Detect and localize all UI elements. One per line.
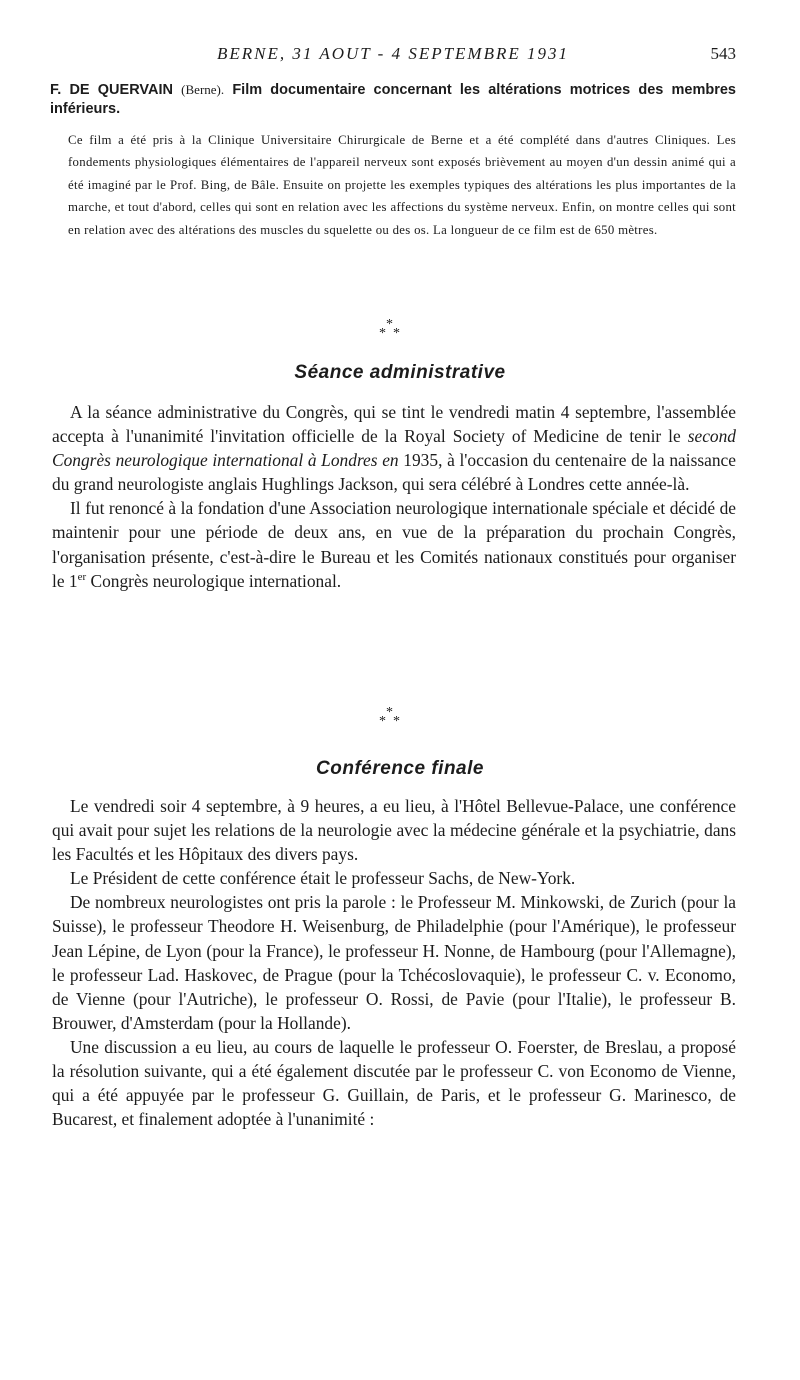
running-head-title: BERNE, 31 AOUT - 4 SEPTEMBRE 1931: [217, 44, 569, 63]
italic-phrase: second Congrès neurologique international à Londres en: [52, 426, 736, 471]
conference-paragraph: Le Président de cette conférence était le professeur Sachs, de New-York.: [70, 868, 576, 889]
running-head: [50, 44, 736, 64]
paper-author: F. DE QUERVAIN: [50, 82, 173, 98]
paper-title: Film documentaire concernant les altérations motrices des membres inférieurs.: [50, 82, 737, 117]
paper-entry: [50, 80, 736, 241]
section-divider-asterism: * * *: [379, 705, 400, 729]
seance-paragraph: Il fut renoncé à la fondation d'une Association neurologique internationale spéciale et décidé de maintenir pour une période de deux ans, en vue de la préparation du prochain Congrès, l'organisation présente, c'est-à-dire le Bureau et les Comités nationaux constitués pour organiser le 1er Congrès neurologique international.: [52, 498, 736, 591]
section-divider-asterism: * * *: [379, 317, 400, 341]
conference-paragraph: Une discussion a eu lieu, au cours de laquelle le professeur O. Foerster, de Breslau, a proposé la résolution suivante, qui a été également discutée par le professeur C. von Economo de Vienne, qui a été appuyée par le professeur G. Guillain, de Paris, et le professeur G. Marinesco, de Bucarest, et finalement adoptée à l'unanimité :: [52, 1036, 736, 1130]
page-number: 543: [710, 44, 736, 63]
conference-paragraph: Le vendredi soir 4 septembre, à 9 heures, a eu lieu, à l'Hôtel Bellevue-Palace, une conférence qui avait pour sujet les relations de la neurologie avec la médecine générale et la psychiatrie, dans les Facultés et les Hôpitaux des divers pays.: [52, 796, 736, 865]
paper-heading: [50, 80, 736, 119]
seance-body: [52, 400, 736, 593]
conference-body: [52, 794, 736, 1131]
section-heading-conference: Conférence finale: [316, 758, 484, 779]
section-heading-seance: Séance administrative: [294, 362, 506, 383]
conference-paragraph: De nombreux neurologistes ont pris la parole : le Professeur M. Minkowski, de Zurich (pour la Suisse), le professeur Theodore H. Weisenburg, de Philadelphie (pour l'Amérique), le professeur Jean Lépine, de Lyon (pour la France), le professeur H. Nonne, de Hambourg (pour l'Allemagne), le professeur Lad. Haskovec, de Prague (pour la Tchécoslovaquie), le professeur C. v. Economo, de Vienne (pour l'Autriche), le professeur O. Rossi, de Pavie (pour l'Italie), le professeur B. Brouwer, d'Amsterdam (pour la Hollande).: [52, 892, 736, 1033]
paper-location: (Berne).: [181, 82, 225, 97]
paper-abstract: Ce film a été pris à la Clinique Universitaire Chirurgicale de Berne et a été complété dans d'autres Cliniques. Les fondements physiologiques élémentaires de l'appareil nerveux sont exposés brièvement au moyen d'un dessin animé qui a été imaginé par le Prof. Bing, de Bâle. Ensuite on projette les exemples typiques des altérations les plus importantes de la marche, et tout d'abord, celles qui sont en relation avec les affections du système nerveux. Enfin, on montre celles qui sont en relation avec des altérations des muscles du squelette ou des os. La longueur de ce film est de 650 mètres.: [68, 133, 736, 237]
seance-paragraph: A la séance administrative du Congrès, qui se tint le vendredi matin 4 septembre, l'assemblée accepta à l'unanimité l'invitation officielle de la Royal Society of Medicine de tenir le second Congrès neurologique international à Londres en 1935, à l'occasion du centenaire de la naissance du grand neurologiste anglais Hughlings Jackson, qui sera célébré à Londres cette année-là.: [52, 402, 736, 495]
